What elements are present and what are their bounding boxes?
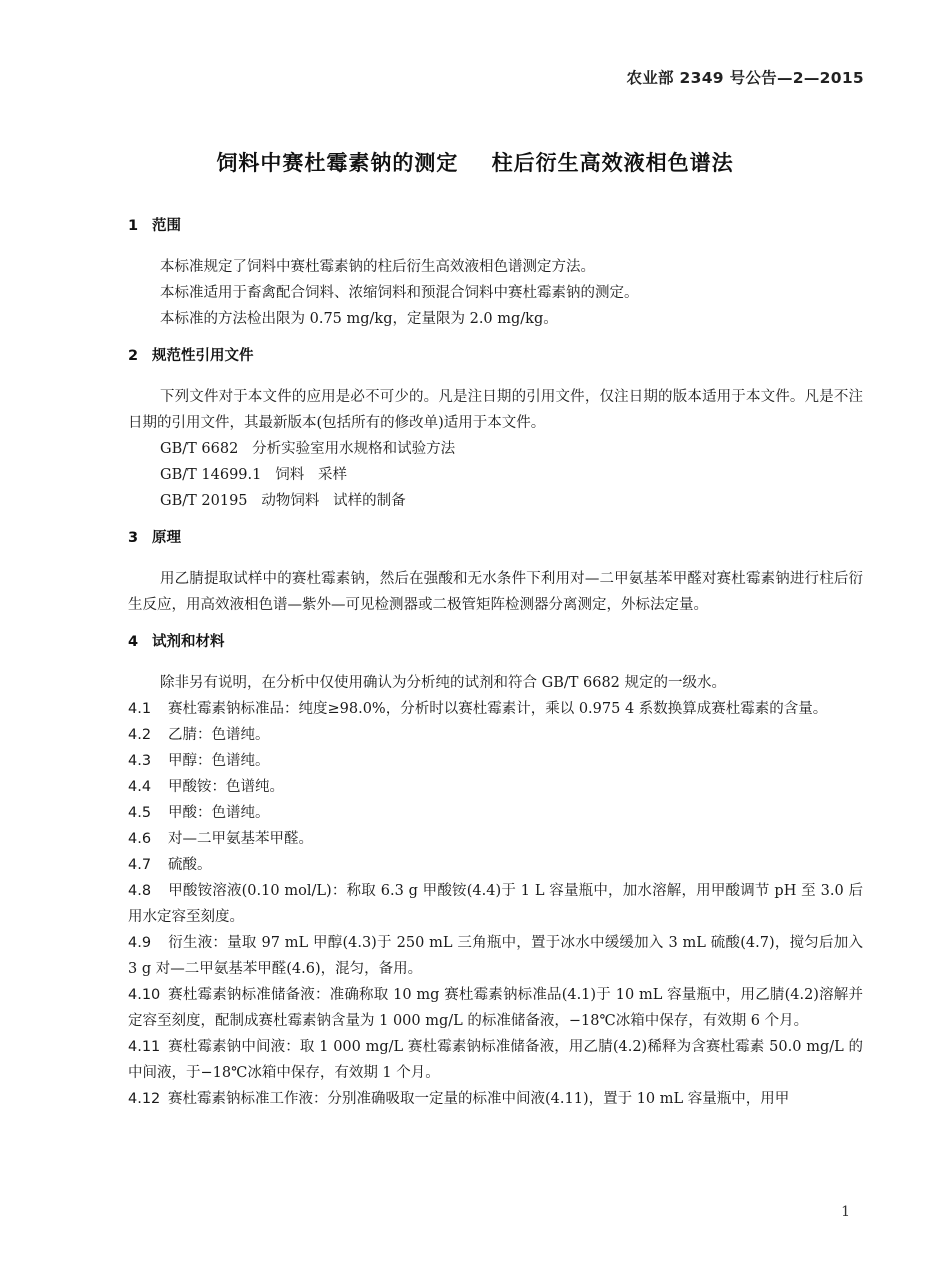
item-text: 甲酸铵溶液(0.10 mol/L)：称取 6.3 g 甲酸铵(4.4)于 1 L 容量瓶中，加水溶解，用甲酸调节 pH 至 3.0 后用水定容至刻度。 [128, 883, 863, 925]
item-number: 4.8 [128, 883, 152, 899]
section-title: 范围 [152, 218, 181, 234]
reagent-item [128, 982, 863, 1034]
reference-item: GB/T 14699.1 饲料 采样 [160, 467, 348, 483]
item-text: 衍生液：量取 97 mL 甲醇(4.3)于 250 mL 三角瓶中，置于冰水中缓缓加入 3 mL 硫酸(4.7)，搅匀后加入 3 g 对—二甲氨基苯甲醛(4.6)，混匀，备用。 [128, 935, 863, 977]
paragraph: 下列文件对于本文件的应用是必不可少的。凡是注日期的引用文件，仅注日期的版本适用于本文件。凡是不注日期的引用文件，其最新版本(包括所有的修改单)适用于本文件。 [128, 389, 863, 431]
reagent-item [128, 748, 863, 774]
reagent-item [128, 696, 863, 722]
section-heading-principle [128, 528, 863, 548]
reagent-item [128, 878, 863, 930]
section-heading-scope [128, 216, 863, 236]
reagent-item [128, 774, 863, 800]
paragraph: 用乙腈提取试样中的赛杜霉素钠，然后在强酸和无水条件下利用对—二甲氨基苯甲醛对赛杜霉素钠进行柱后衍生反应，用高效液相色谱—紫外—可见检测器或二极管矩阵检测器分离测定，外标法定量。 [128, 571, 863, 613]
paragraph: 本标准适用于畜禽配合饲料、浓缩饲料和预混合饲料中赛杜霉素钠的测定。 [160, 285, 639, 301]
item-text: 硫酸。 [168, 857, 212, 873]
item-text: 赛杜霉素钠标准储备液：准确称取 10 mg 赛杜霉素钠标准品(4.1)于 10 mL 容量瓶中，用乙腈(4.2)溶解并定容至刻度，配制成赛杜霉素钠含量为 1 000 mg/L 的标准储备液，−18℃冰箱中保存，有效期 6 个月。 [128, 987, 863, 1029]
item-text: 乙腈：色谱纯。 [168, 727, 270, 743]
item-number: 4.12 [128, 1091, 161, 1107]
item-number: 4.11 [128, 1039, 161, 1055]
paragraph: 除非另有说明，在分析中仅使用确认为分析纯的试剂和符合 GB/T 6682 规定的一级水。 [160, 675, 727, 691]
item-text: 甲酸：色谱纯。 [168, 805, 270, 821]
reference-item: GB/T 20195 动物饲料 试样的制备 [160, 493, 406, 509]
item-number: 4.7 [128, 857, 152, 873]
reagent-item [128, 826, 863, 852]
section-heading-normative-references [128, 346, 863, 366]
item-number: 4.4 [128, 779, 152, 795]
section-title: 规范性引用文件 [152, 348, 254, 364]
reagent-item [128, 1034, 863, 1086]
item-number: 4.5 [128, 805, 152, 821]
item-text: 对—二甲氨基苯甲醛。 [168, 831, 313, 847]
section-heading-reagents [128, 632, 863, 652]
section-number: 3 [128, 530, 139, 546]
section-title: 原理 [152, 530, 181, 546]
document-body [128, 216, 863, 1112]
section-number: 1 [128, 218, 139, 234]
item-text: 赛杜霉素钠标准工作液：分别准确吸取一定量的标准中间液(4.11)，置于 10 mL 容量瓶中，用甲 [168, 1091, 790, 1107]
section-number: 2 [128, 348, 139, 364]
document-id-header: 农业部 2349 号公告—2—2015 [626, 69, 864, 87]
item-text: 甲醇：色谱纯。 [168, 753, 270, 769]
item-text: 赛杜霉素钠标准品：纯度≥98.0%，分析时以赛杜霉素计，乘以 0.975 4 系数换算成赛杜霉素的含量。 [168, 701, 828, 717]
page-number: 1 [841, 1204, 850, 1220]
item-number: 4.10 [128, 987, 161, 1003]
reagent-item [128, 930, 863, 982]
item-number: 4.6 [128, 831, 152, 847]
document-title: 饲料中赛杜霉素钠的测定 柱后衍生高效液相色谱法 [216, 151, 734, 175]
section-number: 4 [128, 634, 139, 650]
reagent-item [128, 800, 863, 826]
reference-item: GB/T 6682 分析实验室用水规格和试验方法 [160, 441, 456, 457]
reagent-item [128, 852, 863, 878]
paragraph: 本标准规定了饲料中赛杜霉素钠的柱后衍生高效液相色谱测定方法。 [160, 259, 595, 275]
section-title: 试剂和材料 [152, 634, 225, 650]
reagent-item [128, 1086, 863, 1112]
item-text: 甲酸铵：色谱纯。 [168, 779, 284, 795]
item-number: 4.9 [128, 935, 152, 951]
item-number: 4.1 [128, 701, 152, 717]
item-number: 4.3 [128, 753, 152, 769]
item-number: 4.2 [128, 727, 152, 743]
item-text: 赛杜霉素钠中间液：取 1 000 mg/L 赛杜霉素钠标准储备液，用乙腈(4.2)稀释为含赛杜霉素 50.0 mg/L 的中间液，于−18℃冰箱中保存，有效期 1 个月。 [128, 1039, 863, 1081]
reagent-item [128, 722, 863, 748]
paragraph: 本标准的方法检出限为 0.75 mg/kg，定量限为 2.0 mg/kg。 [160, 311, 558, 327]
